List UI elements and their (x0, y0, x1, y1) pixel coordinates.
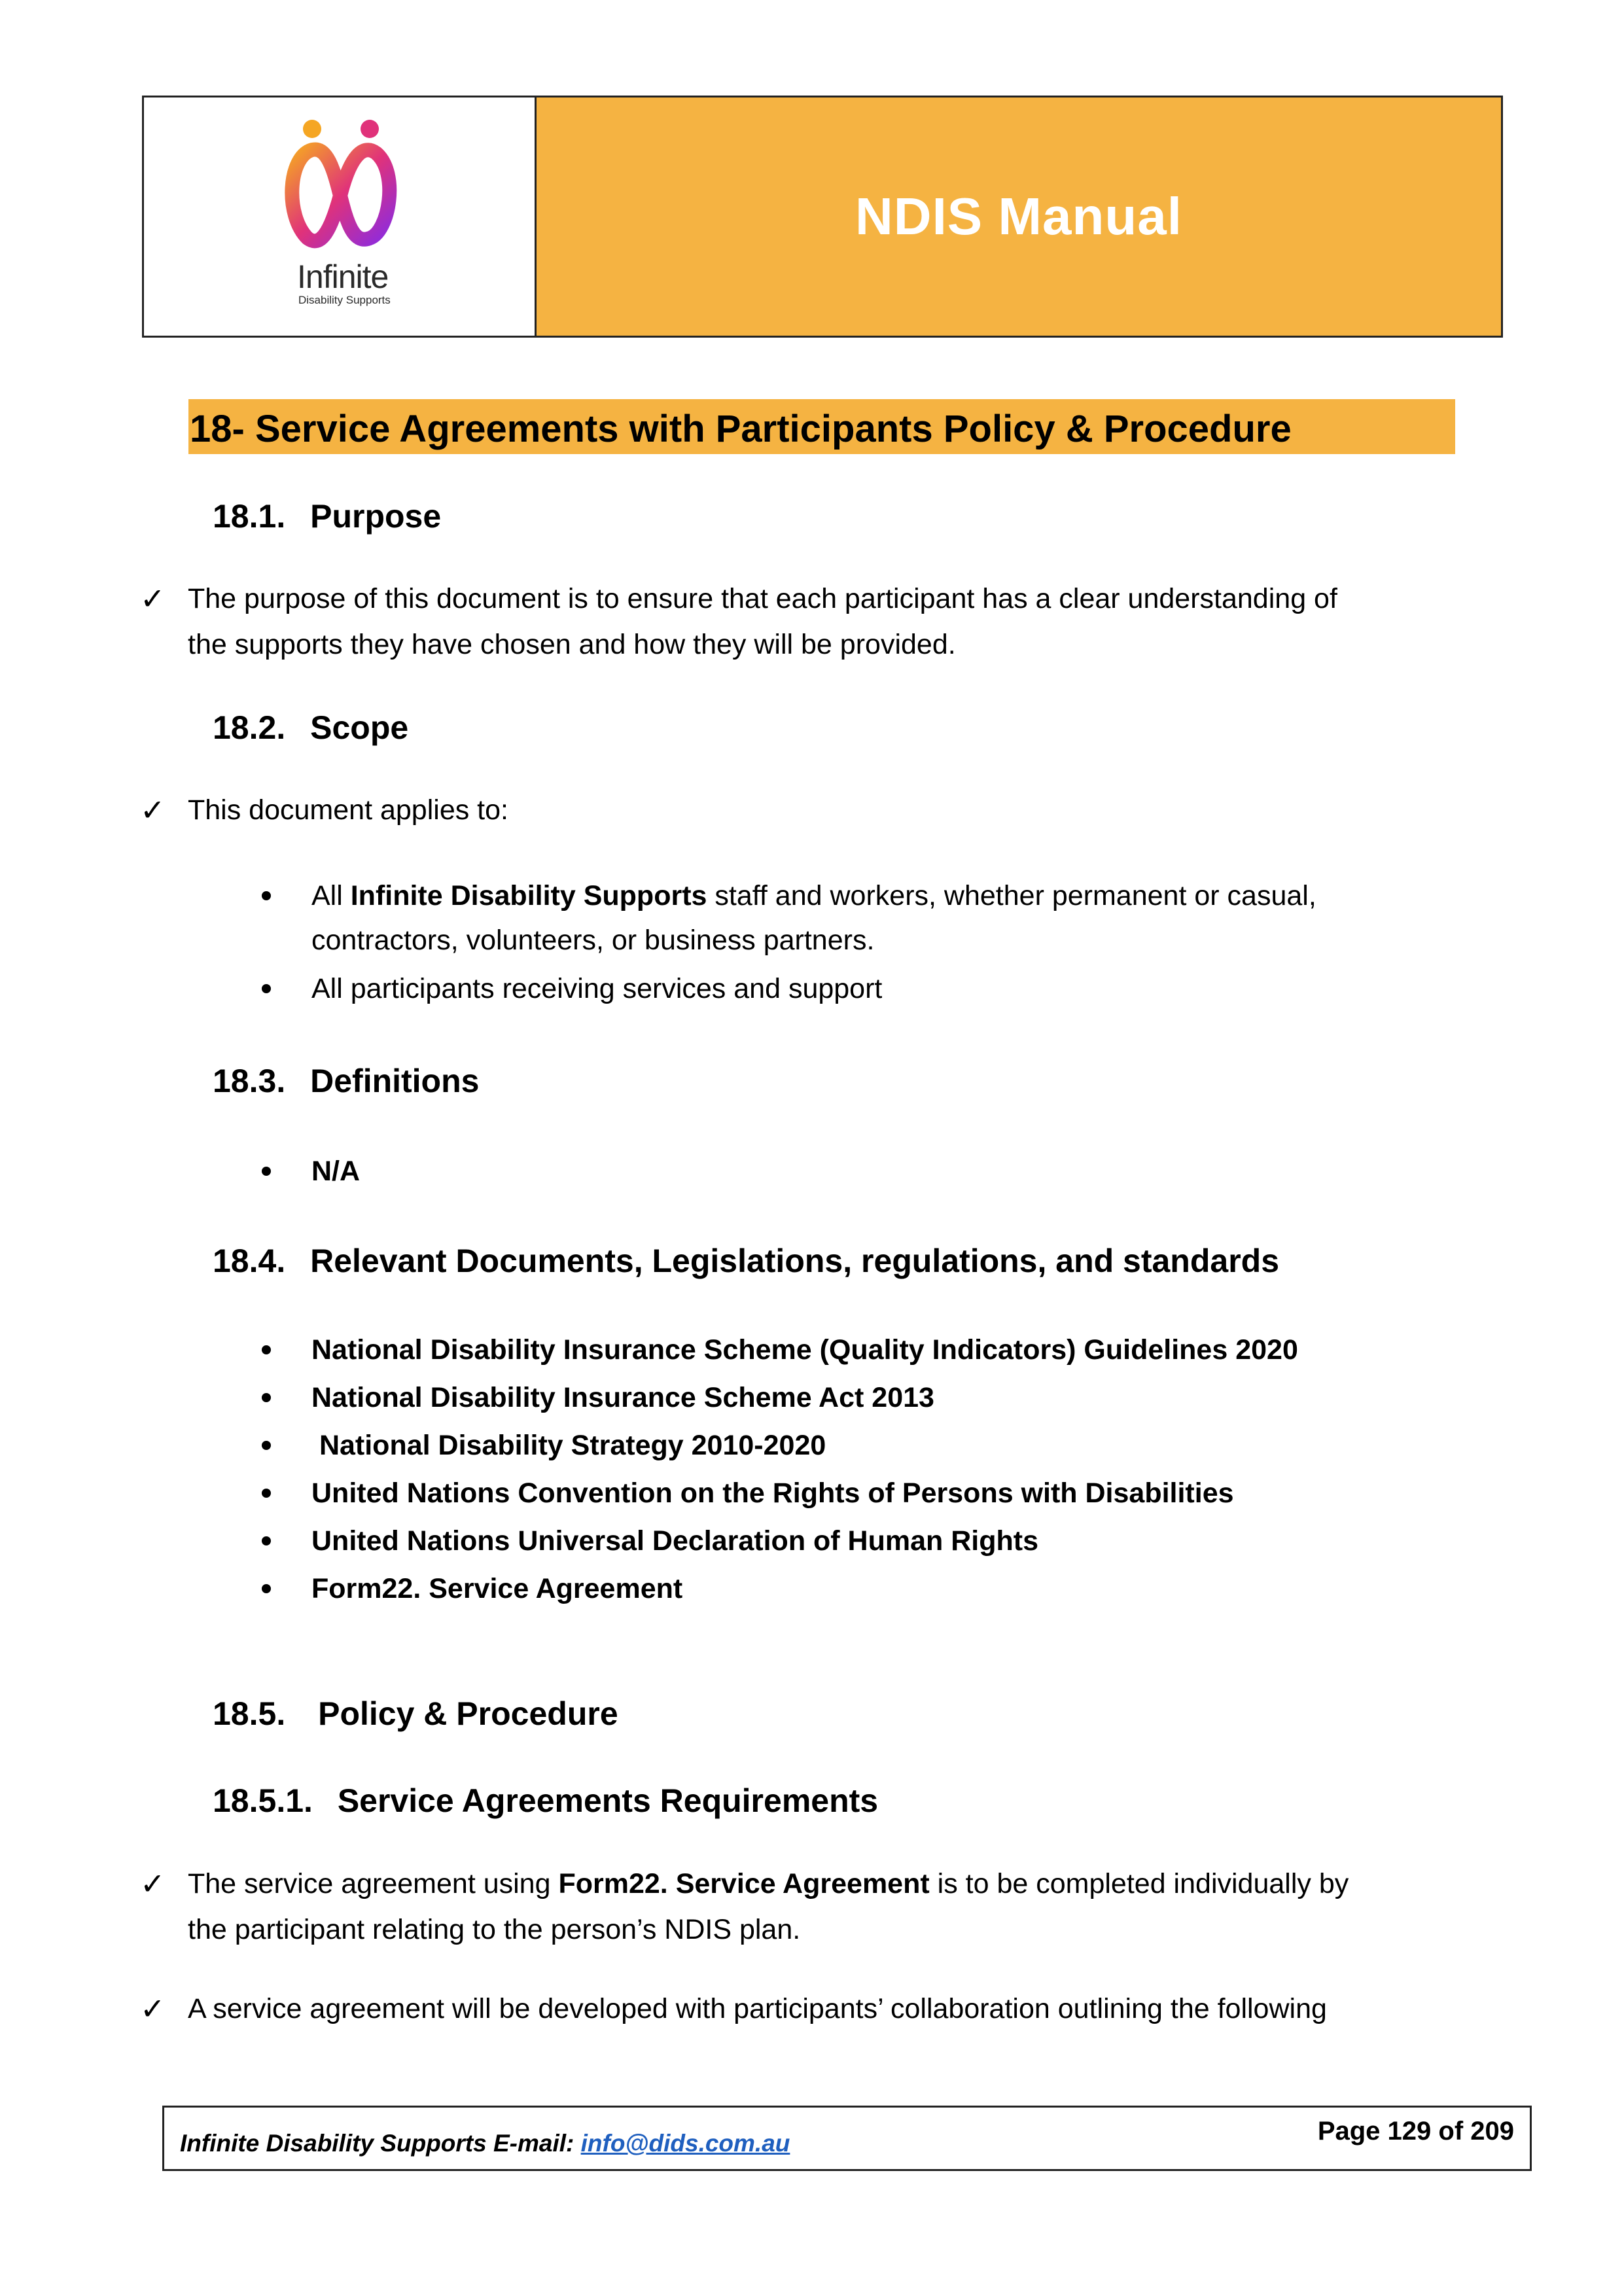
scope-item-1 (311, 873, 1316, 919)
purpose-heading (213, 497, 441, 535)
scope-title: Scope (310, 709, 409, 746)
relevant-item: National Disability Insurance Scheme Act 2013 (311, 1382, 934, 1413)
purpose-number: 18.1. (213, 498, 286, 535)
checkmark-icon: ✓ (140, 1867, 166, 1901)
relevant-item: United Nations Universal Declaration of Human Rights (311, 1525, 1039, 1557)
relevant-number: 18.4. (213, 1243, 286, 1279)
requirements-paragraph-1 (188, 1861, 1349, 1907)
requirements-heading (213, 1782, 878, 1820)
scope-heading (213, 709, 408, 747)
requirements-paragraph-2: A service agreement will be developed with participants’ collaboration outlining the following (188, 1993, 1327, 2024)
email-link[interactable]: info@dids.com.au (580, 2130, 790, 2157)
bullet-icon (262, 1393, 271, 1402)
bullet-icon (262, 1345, 271, 1354)
relevant-item: United Nations Convention on the Rights of Persons with Disabilities (311, 1477, 1234, 1509)
purpose-title: Purpose (310, 498, 442, 535)
header-title-box (537, 97, 1501, 336)
infinite-logo-icon (278, 117, 409, 255)
requirements-p1-pre: The service agreement using (188, 1868, 559, 1899)
bullet-icon (262, 891, 271, 900)
purpose-line-1: The purpose of this document is to ensure that each participant has a clear understanding of (188, 583, 1337, 614)
scope-item-1-pre: All (311, 880, 351, 911)
scope-number: 18.2. (213, 709, 286, 746)
definitions-item-1: N/A (311, 1156, 361, 1187)
document-header (142, 96, 1503, 338)
logo-wordmark: Infinite (297, 258, 389, 295)
bullet-icon (262, 984, 271, 993)
footer-contact (180, 2130, 790, 2157)
definitions-heading (213, 1062, 479, 1100)
relevant-item: Form22. Service Agreement (311, 1573, 683, 1604)
bullet-icon (262, 1584, 271, 1593)
section-title-bar (188, 399, 1455, 454)
requirements-number: 18.5.1. (213, 1782, 313, 1819)
policy-heading (213, 1695, 618, 1733)
footer-label: Infinite Disability Supports E-mail: (180, 2130, 581, 2157)
policy-title: Policy & Procedure (318, 1695, 618, 1732)
requirements-paragraph-1-line-2: the participant relating to the person’s NDIS plan. (188, 1914, 801, 1945)
document-footer (162, 2106, 1532, 2171)
purpose-line-2: the supports they have chosen and how they will be provided. (188, 629, 956, 660)
checkmark-icon: ✓ (140, 1992, 166, 2026)
checkmark-icon: ✓ (140, 793, 166, 827)
logo-box (144, 97, 537, 336)
page-number: Page 129 of 209 (1317, 2117, 1514, 2146)
definitions-number: 18.3. (213, 1063, 286, 1099)
checkmark-icon: ✓ (140, 582, 166, 616)
relevant-item: National Disability Strategy 2010-2020 (311, 1430, 826, 1461)
requirements-p1-post: is to be completed individually by (929, 1868, 1349, 1899)
bullet-icon (262, 1489, 271, 1498)
scope-item-1-post: staff and workers, whether permanent or casual, (707, 880, 1316, 911)
policy-number: 18.5. (213, 1695, 286, 1732)
scope-item-2: All participants receiving services and support (311, 973, 883, 1004)
manual-title: NDIS Manual (855, 187, 1182, 245)
bullet-icon (262, 1536, 271, 1545)
scope-intro: This document applies to: (188, 794, 508, 826)
company-name: Infinite Disability Supports (350, 880, 707, 911)
form-reference: Form22. Service Agreement (558, 1868, 930, 1899)
section-title: 18- Service Agreements with Participants Policy & Procedure (190, 408, 1292, 450)
bullet-icon (262, 1167, 271, 1176)
bullet-icon (262, 1441, 271, 1450)
relevant-heading (213, 1242, 1279, 1280)
scope-item-1-line-2: contractors, volunteers, or business partners. (311, 925, 875, 956)
relevant-title: Relevant Documents, Legislations, regulations, and standards (310, 1243, 1280, 1279)
logo-subtitle: Disability Supports (298, 294, 391, 306)
requirements-title: Service Agreements Requirements (337, 1782, 879, 1819)
relevant-item: National Disability Insurance Scheme (Quality Indicators) Guidelines 2020 (311, 1334, 1298, 1366)
definitions-title: Definitions (310, 1063, 480, 1099)
